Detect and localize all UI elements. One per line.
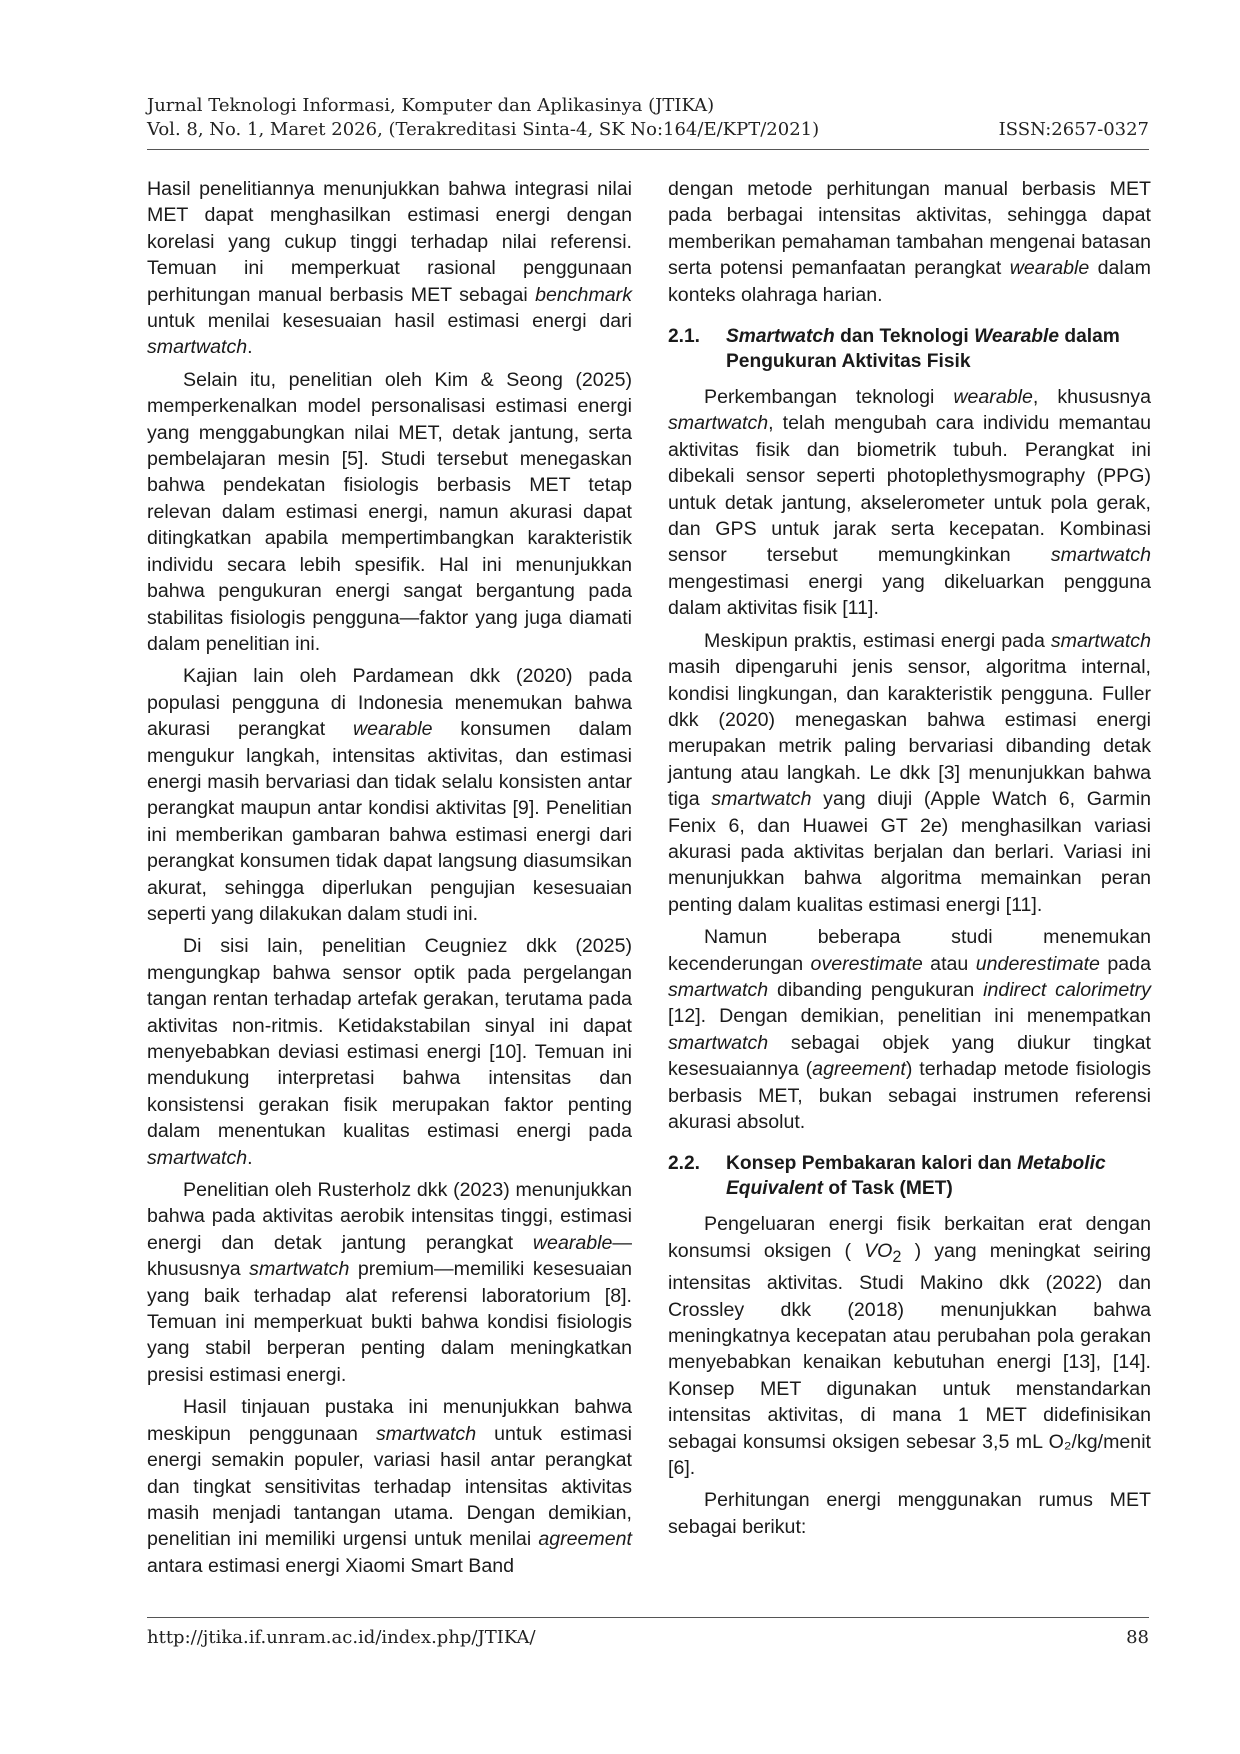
section-heading — [668, 1151, 1151, 1201]
page-number: 88 — [1126, 1627, 1149, 1648]
paragraph: Pengeluaran energi fisik berkaitan erat dengan konsumsi oksigen ( $VO_2$ ) yang meningkat seiring intensitas aktivitas. Studi Makino dkk (2022) dan Crossley dkk (2018) menunjukkan bahwa meningkatnya kecepatan atau perubahan pola gerakan menyebabkan kenaikan kebutuhan energi [13], [14]. Konsep MET digunakan untuk menstandarkan intensitas aktivitas, di mana 1 MET didefinisikan sebagai konsumsi oksigen sebesar 3,5 mL O₂/kg/menit [6]. — [668, 1213, 1151, 1479]
volume-info: Vol. 8, No. 1, Maret 2026, (Terakreditasi Sinta-4, SK No:164/E/KPT/2021) — [147, 119, 820, 140]
journal-url[interactable]: http://jtika.if.unram.ac.id/index.php/JTIKA/ — [147, 1627, 536, 1648]
paragraph: Di sisi lain, penelitian Ceugniez dkk (2025) mengungkap bahwa sensor optik pada pergelangan tangan rentan terhadap artefak gerakan, terutama pada aktivitas non-ritmis. Ketidakstabilan sinyal ini dapat menyebabkan deviasi estimasi energi [10]. Temuan ini mendukung interpretasi bahwa intensitas dan konsistensi gerakan fisik merupakan faktor penting dalam menentukan kualitas estimasi energi pada smartwatch. — [147, 935, 632, 1169]
section-title: Smartwatch dan Teknologi Wearable dalam Pengukuran Aktivitas Fisik — [726, 326, 1120, 373]
paragraph: Hasil penelitiannya menunjukkan bahwa integrasi nilai MET dapat menghasilkan estimasi energi dengan korelasi yang cukup tinggi terhadap nilai referensi. Temuan ini memperkuat rasional penggunaan perhitungan manual berbasis MET sebagai benchmark untuk menilai kesesuaian hasil estimasi energi dari smartwatch. — [147, 178, 632, 359]
section-number: 2.2. — [668, 1153, 701, 1175]
section-title: Konsep Pembakaran kalori dan Metabolic Equivalent of Task (MET) — [726, 1153, 1106, 1200]
section-number: 2.1. — [668, 326, 701, 348]
paragraph: Penelitian oleh Rusterholz dkk (2023) menunjukkan bahwa pada aktivitas aerobik intensitas tinggi, estimasi energi dan detak jantung perangkat wearable—khususnya smartwatch premium—memiliki kesesuaian yang baik terhadap alat referensi laboratorium [8]. Temuan ini memperkuat bukti bahwa kondisi fisiologis yang stabil berperan penting dalam meningkatkan presisi estimasi energi. — [147, 1179, 632, 1386]
paragraph: Namun beberapa studi menemukan kecenderungan overestimate atau underestimate pada smartwatch dibanding pengukuran indirect calorimetry [12]. Dengan demikian, penelitian ini menempatkan smartwatch sebagai objek yang diukur tingkat kesesuaiannya (agreement) terhadap metode fisiologis berbasis MET, bukan sebagai instrumen referensi akurasi absolut. — [668, 926, 1152, 1133]
running-footer — [147, 1627, 1149, 1648]
paragraph: Meskipun praktis, estimasi energi pada smartwatch masih dipengaruhi jenis sensor, algoritma internal, kondisi lingkungan, dan karakteristik pengguna. Fuller dkk (2020) menegaskan bahwa estimasi energi merupakan metrik paling bervariasi dibanding detak jantung atau langkah. Le dkk [3] menunjukkan bahwa tiga smartwatch yang diuji (Apple Watch 6, Garmin Fenix 6, dan Huawei GT 2e) menghasilkan variasi akurasi pada aktivitas berjalan dan berlari. Variasi ini menunjukkan bahwa algoritma memainkan peran penting dalam kualitas estimasi energi [11]. — [668, 629, 1151, 916]
footer-rule — [147, 1617, 1149, 1618]
left-column — [147, 176, 632, 1585]
section-heading — [668, 324, 1151, 374]
right-column — [668, 176, 1151, 1546]
paragraph: Perhitungan energi menggunakan rumus MET sebagai berikut: — [668, 1489, 1151, 1538]
formula-vo2: VO — [864, 1239, 893, 1262]
paragraph: dengan metode perhitungan manual berbasis MET pada berbagai intensitas aktivitas, sehingga dapat memberikan pemahaman tambahan mengenai batasan serta potensi pemanfaatan perangkat wearable dalam konteks olahraga harian. — [668, 178, 1151, 306]
paragraph: Hasil tinjauan pustaka ini menunjukkan bahwa meskipun penggunaan smartwatch untuk estimasi energi semakin populer, variasi hasil antar perangkat dan tingkat sensitivitas terhadap intensitas aktivitas masih menjadi tantangan utama. Dengan demikian, penelitian ini memiliki urgensi untuk menilai agreement antara estimasi energi Xiaomi Smart Band — [147, 1396, 632, 1577]
paragraph: Selain itu, penelitian oleh Kim & Seong (2025) memperkenalkan model personalisasi estimasi energi yang menggabungkan nilai MET, detak jantung, serta pembelajaran mesin [5]. Studi tersebut menegaskan bahwa pendekatan fisiologis berbasis MET tetap relevan dalam estimasi energi, namun akurasi dapat ditingkatkan apabila mempertimbangkan karakteristik individu secara lebih spesifik. Hal ini menunjukkan bahwa pengukuran energi sangat bergantung pada stabilitas fisiologis pengguna—faktor yang juga diamati dalam penelitian ini. — [147, 368, 632, 655]
paragraph: Perkembangan teknologi wearable, khususnya smartwatch, telah mengubah cara individu memantau aktivitas fisik dan biometrik tubuh. Perangkat ini dibekali sensor seperti photoplethysmography (PPG) untuk detak jantung, akselerometer untuk pola gerak, dan GPS untuk jarak serta kecepatan. Kombinasi sensor tersebut memungkinkan smartwatch mengestimasi energi yang dikeluarkan pengguna dalam aktivitas fisik [11]. — [668, 386, 1152, 620]
journal-title: Jurnal Teknologi Informasi, Komputer dan Aplikasinya (JTIKA) — [147, 95, 715, 116]
issn: ISSN:2657-0327 — [998, 119, 1149, 140]
header-rule — [147, 149, 1149, 150]
paragraph: Kajian lain oleh Pardamean dkk (2020) pada populasi pengguna di Indonesia menemukan bahwa akurasi perangkat wearable konsumen dalam mengukur langkah, intensitas aktivitas, dan estimasi energi masih bervariasi dan tidak selalu konsisten antar perangkat maupun antar kondisi aktivitas [9]. Penelitian ini memberikan gambaran bahwa estimasi energi dari perangkat konsumen tidak dapat langsung diasumsikan akurat, sehingga diperlukan pengujian kesesuaian seperti yang dilakukan dalam studi ini. — [147, 665, 632, 925]
running-header — [147, 94, 1149, 142]
